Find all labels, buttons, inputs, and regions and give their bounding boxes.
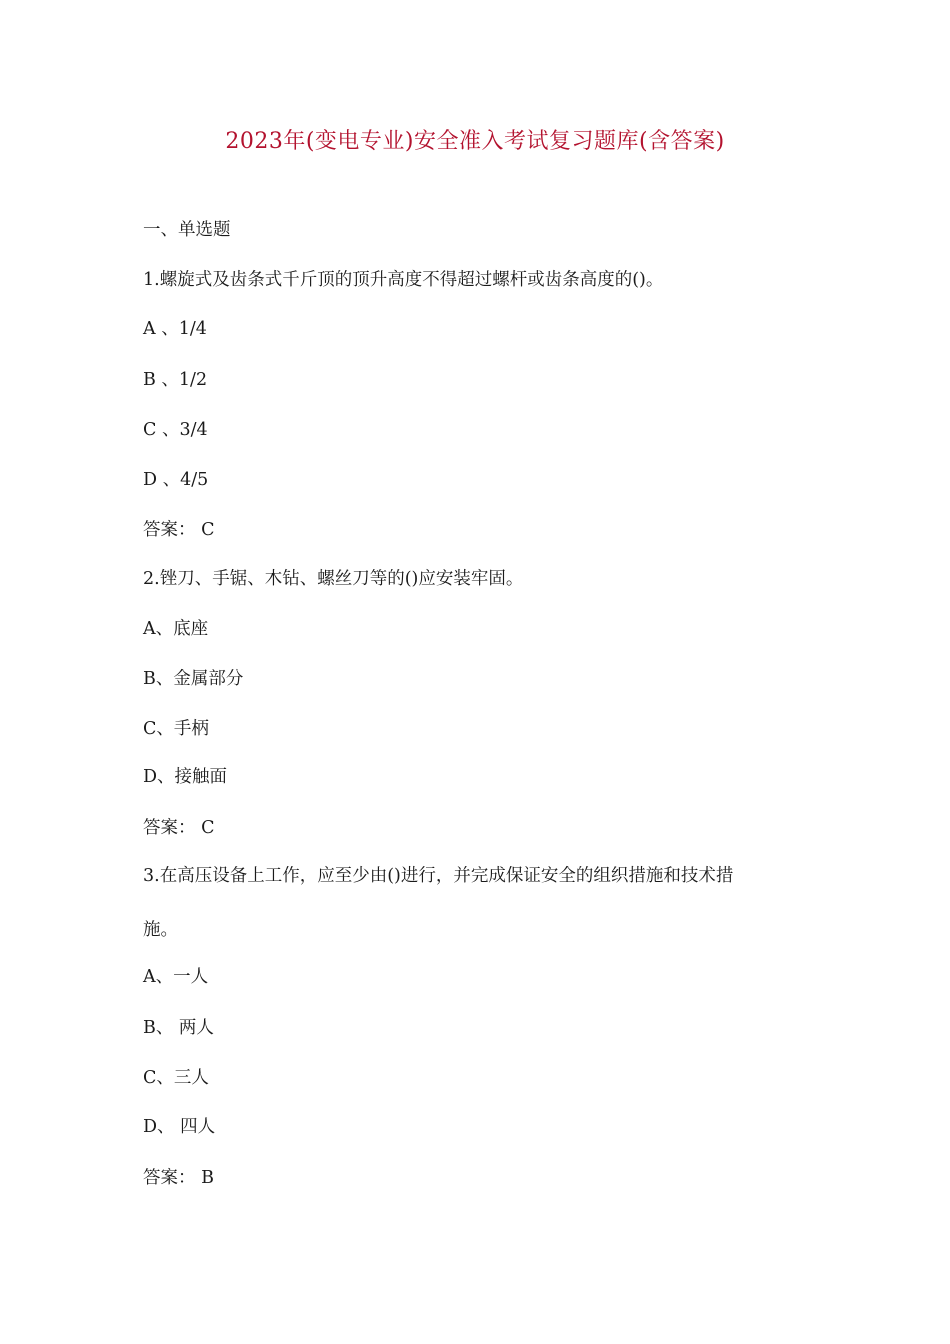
question-1-option-b: B 、1/2 [143, 370, 208, 390]
question-1-stem: 1.螺旋式及齿条式千斤顶的顶升高度不得超过螺杆或齿条高度的()。 [143, 270, 664, 290]
question-2-option-a: A、底座 [143, 619, 209, 639]
section-heading: 一、单选题 [143, 220, 231, 240]
question-1-option-c: C 、3/4 [143, 420, 208, 440]
question-3-option-b: B、 两人 [143, 1018, 214, 1038]
question-3-stem: 3.在高压设备上工作，应至少由()进行，并完成保证安全的组织措施和技术措 [143, 866, 734, 886]
question-1-answer: 答案： C [143, 520, 215, 540]
question-2-stem: 2.锉刀、手锯、木钻、螺丝刀等的()应安装牢固。 [143, 569, 524, 589]
question-3-option-d: D、 四人 [143, 1117, 216, 1137]
question-3-stem-continued: 施。 [143, 920, 178, 940]
question-2-option-b: B、金属部分 [143, 669, 244, 689]
question-2-option-c: C、手柄 [143, 719, 209, 739]
question-1-option-d: D 、4/5 [143, 470, 209, 490]
question-3-option-a: A、一人 [143, 967, 209, 987]
question-3-answer: 答案： B [143, 1168, 214, 1188]
question-3-option-c: C、三人 [143, 1068, 209, 1088]
document-title: 2023年(变电专业)安全准入考试复习题库(含答案) [225, 129, 725, 154]
question-2-option-d: D、接触面 [143, 767, 228, 787]
question-2-answer: 答案： C [143, 818, 215, 838]
question-1-option-a: A 、1/4 [143, 319, 207, 339]
